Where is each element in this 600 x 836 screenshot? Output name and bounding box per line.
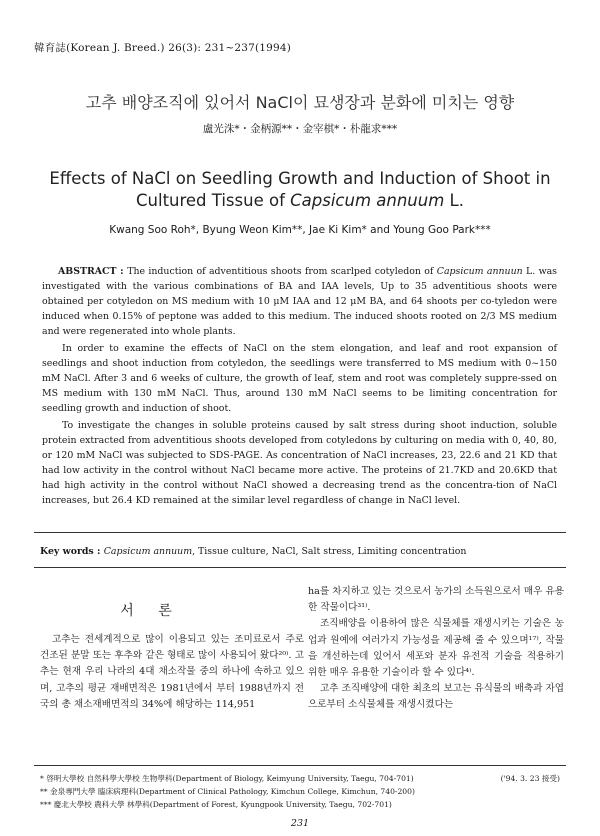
keywords-rule-top (34, 532, 566, 533)
footnote-1-text: * 啓明大學校 自然科學大學校 生物學科(Department of Biology, Keimyung University, Taegu, 704-701) (40, 774, 414, 783)
footnote-3 (40, 798, 560, 811)
keywords-rule-bottom (34, 567, 566, 568)
title-english-part2: L. (449, 191, 464, 210)
title-korean: 고추 배양조직에 있어서 NaCl이 묘생장과 분화에 미치는 영향 (85, 93, 515, 112)
keywords: Key words : Capsicum annuum, Tissue culture, NaCl, Salt stress, Limiting concentration (40, 546, 467, 557)
section-heading-introduction: 서 론 (120, 603, 182, 619)
keywords-label: Key words (40, 546, 94, 557)
abstract-p1-a: The induction of adventitious shoots from scarlped cotyledon of (127, 266, 434, 277)
title-english (40, 168, 560, 212)
received-date: ('94. 3. 23 接受) (500, 774, 560, 783)
title-english-part1: Effects of NaCl on Seedling Growth and Induction of Shoot in Cultured Tissue of (49, 169, 551, 210)
authors-english: Kwang Soo Roh*, Byung Weon Kim**, Jae Ki Kim* and Young Goo Park*** (109, 224, 491, 236)
body-right-paragraph-1: ha를 차지하고 있는 것으로서 농가의 소득원으로서 매우 유용한 작물이다³¹⁾. (308, 586, 564, 614)
footnote-2-text: ** 金泉專門大學 臨床病理科(Department of Clinical Pathology, Kimchun College, Kimchun, 740-200) (40, 787, 415, 796)
footnote-2 (40, 785, 560, 798)
body-column-right (308, 584, 564, 714)
abstract-label: ABSTRACT (58, 266, 117, 277)
abstract-p1-species: Capsicum annuun (436, 266, 523, 277)
page-number: 231 (290, 818, 310, 829)
body-right-paragraph-2: 조직배양을 이용하여 많은 식물체를 재생시키는 기술은 농업과 원예에 여러가지 가능성을 제공해 줄 수 있으며¹⁷⁾, 작물을 개선하는데 있어서 세포와 분자 유전적 기술을 적용하기 위한 매우 유용한 기술이라 할 수 있다⁴⁾. (308, 618, 564, 679)
body-right-paragraph-3: 고추 조직배양에 대한 최초의 보고는 유식물의 배축과 자엽으로부터 소식물체를 재생시켰다는 (308, 683, 564, 711)
body-left-paragraph-1: 고추는 전세계적으로 많이 이용되고 있는 조미료로서 주로 건조된 분말 또는 후추와 같은 형태로 많이 사용되어 왔다²⁰⁾. 고추는 현재 우리 나라의 4대 채소작물 중의 하나에 속하고 있으며, 고추의 평균 재배면적은 1981년에서 부터 1988년까지 전국의 총 채소재배면적의 34%에 해당하는 114,951 (40, 634, 304, 710)
footnotes (40, 772, 560, 811)
keywords-species: Capsicum annuum (103, 546, 193, 557)
title-english-species: Capsicum annuum (290, 191, 445, 210)
footnote-1 (40, 772, 560, 785)
abstract-paragraph-2: In order to examine the effects of NaCl on the stem elongation, and leaf and root expansion of seedlings and shoot induction from cotyledon, the seedlings were transferred to MS medium with 0~150 mM NaCl. After 3 and 6 weeks of culture, the growth of leaf, stem and root was completely suppre-ssed on MS medium with 130 mM NaCl. Thus, around 130 mM NaCl seems to be limiting concentration for seedling growth and induction of shoot. (42, 343, 557, 414)
body-column-left (40, 632, 304, 713)
footnote-rule (34, 765, 566, 766)
abstract-paragraph-3: To investigate the changes in soluble proteins caused by salt stress during shoot induction, soluble protein extracted from adventitious shoots developed from cotyledons by culturing on media with 0, 40, 80, or 120 mM NaCl was subjected to SDS-PAGE. As concentration of NaCl increases, 23, 22.6 and 21 KD that had low activity in the control without NaCl became more active. The proteins of 21.7KD and 20.6KD that had high activity in the control without NaCl showed a decreasing trend as the concentra-tion of NaCl increases, but 26.4 KD remained at the similar level regardless of change in NaCl level. (42, 420, 557, 506)
journal-header: 韓育誌(Korean J. Breed.) 26(3): 231~237(1994) (34, 42, 292, 54)
keywords-rest: , Tissue culture, NaCl, Salt stress, Limiting concentration (192, 546, 467, 557)
authors-korean: 盧光洙*・金柄源**・金宰棋*・朴龍求*** (202, 123, 398, 135)
abstract-paragraph-1: ABSTRACT : The induction of adventitious shoots from scarlped cotyledon of Capsicum annuun L. was investigated with the various combinations of BA and IAA levels, Up to 35 adventitious shoots were obtained per cotyledon on MS medium with 10 μM IAA and 12 μM BA, and 64 shoots per co-tyledon were induced when 0.15% of peptone was added to this medium. The induced shoots rooted on 2/3 MS medium and were regenerated into whole plants. (42, 266, 557, 337)
abstract-p1-b: L. was investigated with the various combinations of BA and IAA levels, Up to 35 adventitious shoots were obtained per cotyledon on MS medium with 10 μM IAA and 12 μM BA, and 64 shoots per co-tyledon were induced when 0.15% of peptone was added to this medium. The induced shoots rooted on 2/3 MS medium and were regenerated into whole plants. (42, 266, 557, 337)
footnote-3-text: *** 慶北大學校 農科大學 林學科(Department of Forest, Kyungpook University, Taegu, 702-701) (40, 800, 392, 809)
abstract (42, 264, 557, 510)
